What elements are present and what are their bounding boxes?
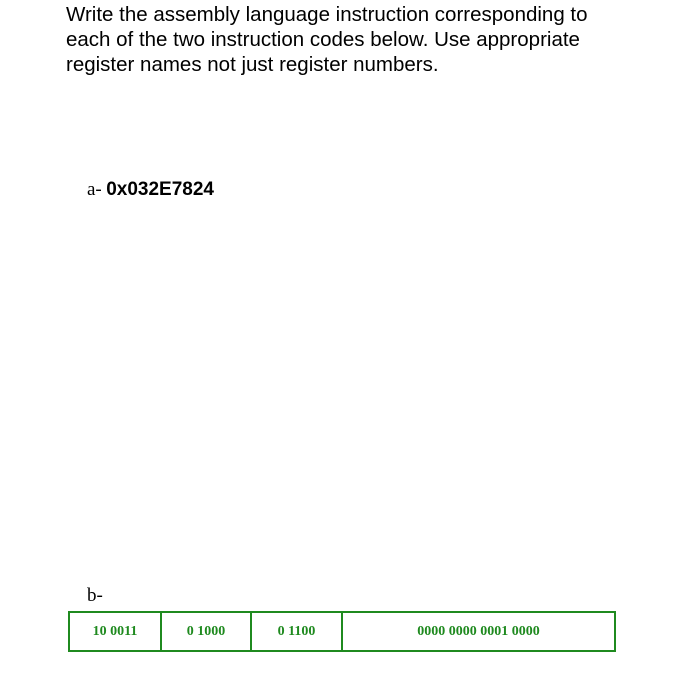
prompt-line-1: Write the assembly language instruction corresponding to [66,3,588,26]
part-a [87,179,214,201]
immediate-field: 0000 0000 0001 0000 [342,612,615,651]
instruction-bit-fields [68,611,616,652]
part-a-label: a- [87,179,102,200]
prompt-line-2: each of the two instruction codes below. Use appropriate [66,28,580,51]
question-prompt [66,2,666,77]
rs-field: 0 1000 [161,612,251,651]
part-b-label: b- [87,585,103,606]
part-a-instruction-code: 0x032E7824 [106,179,214,200]
rt-field: 0 1100 [251,612,342,651]
bit-field-row [69,612,615,651]
prompt-line-3: register names not just register numbers. [66,53,439,76]
opcode-field: 10 0011 [69,612,161,651]
